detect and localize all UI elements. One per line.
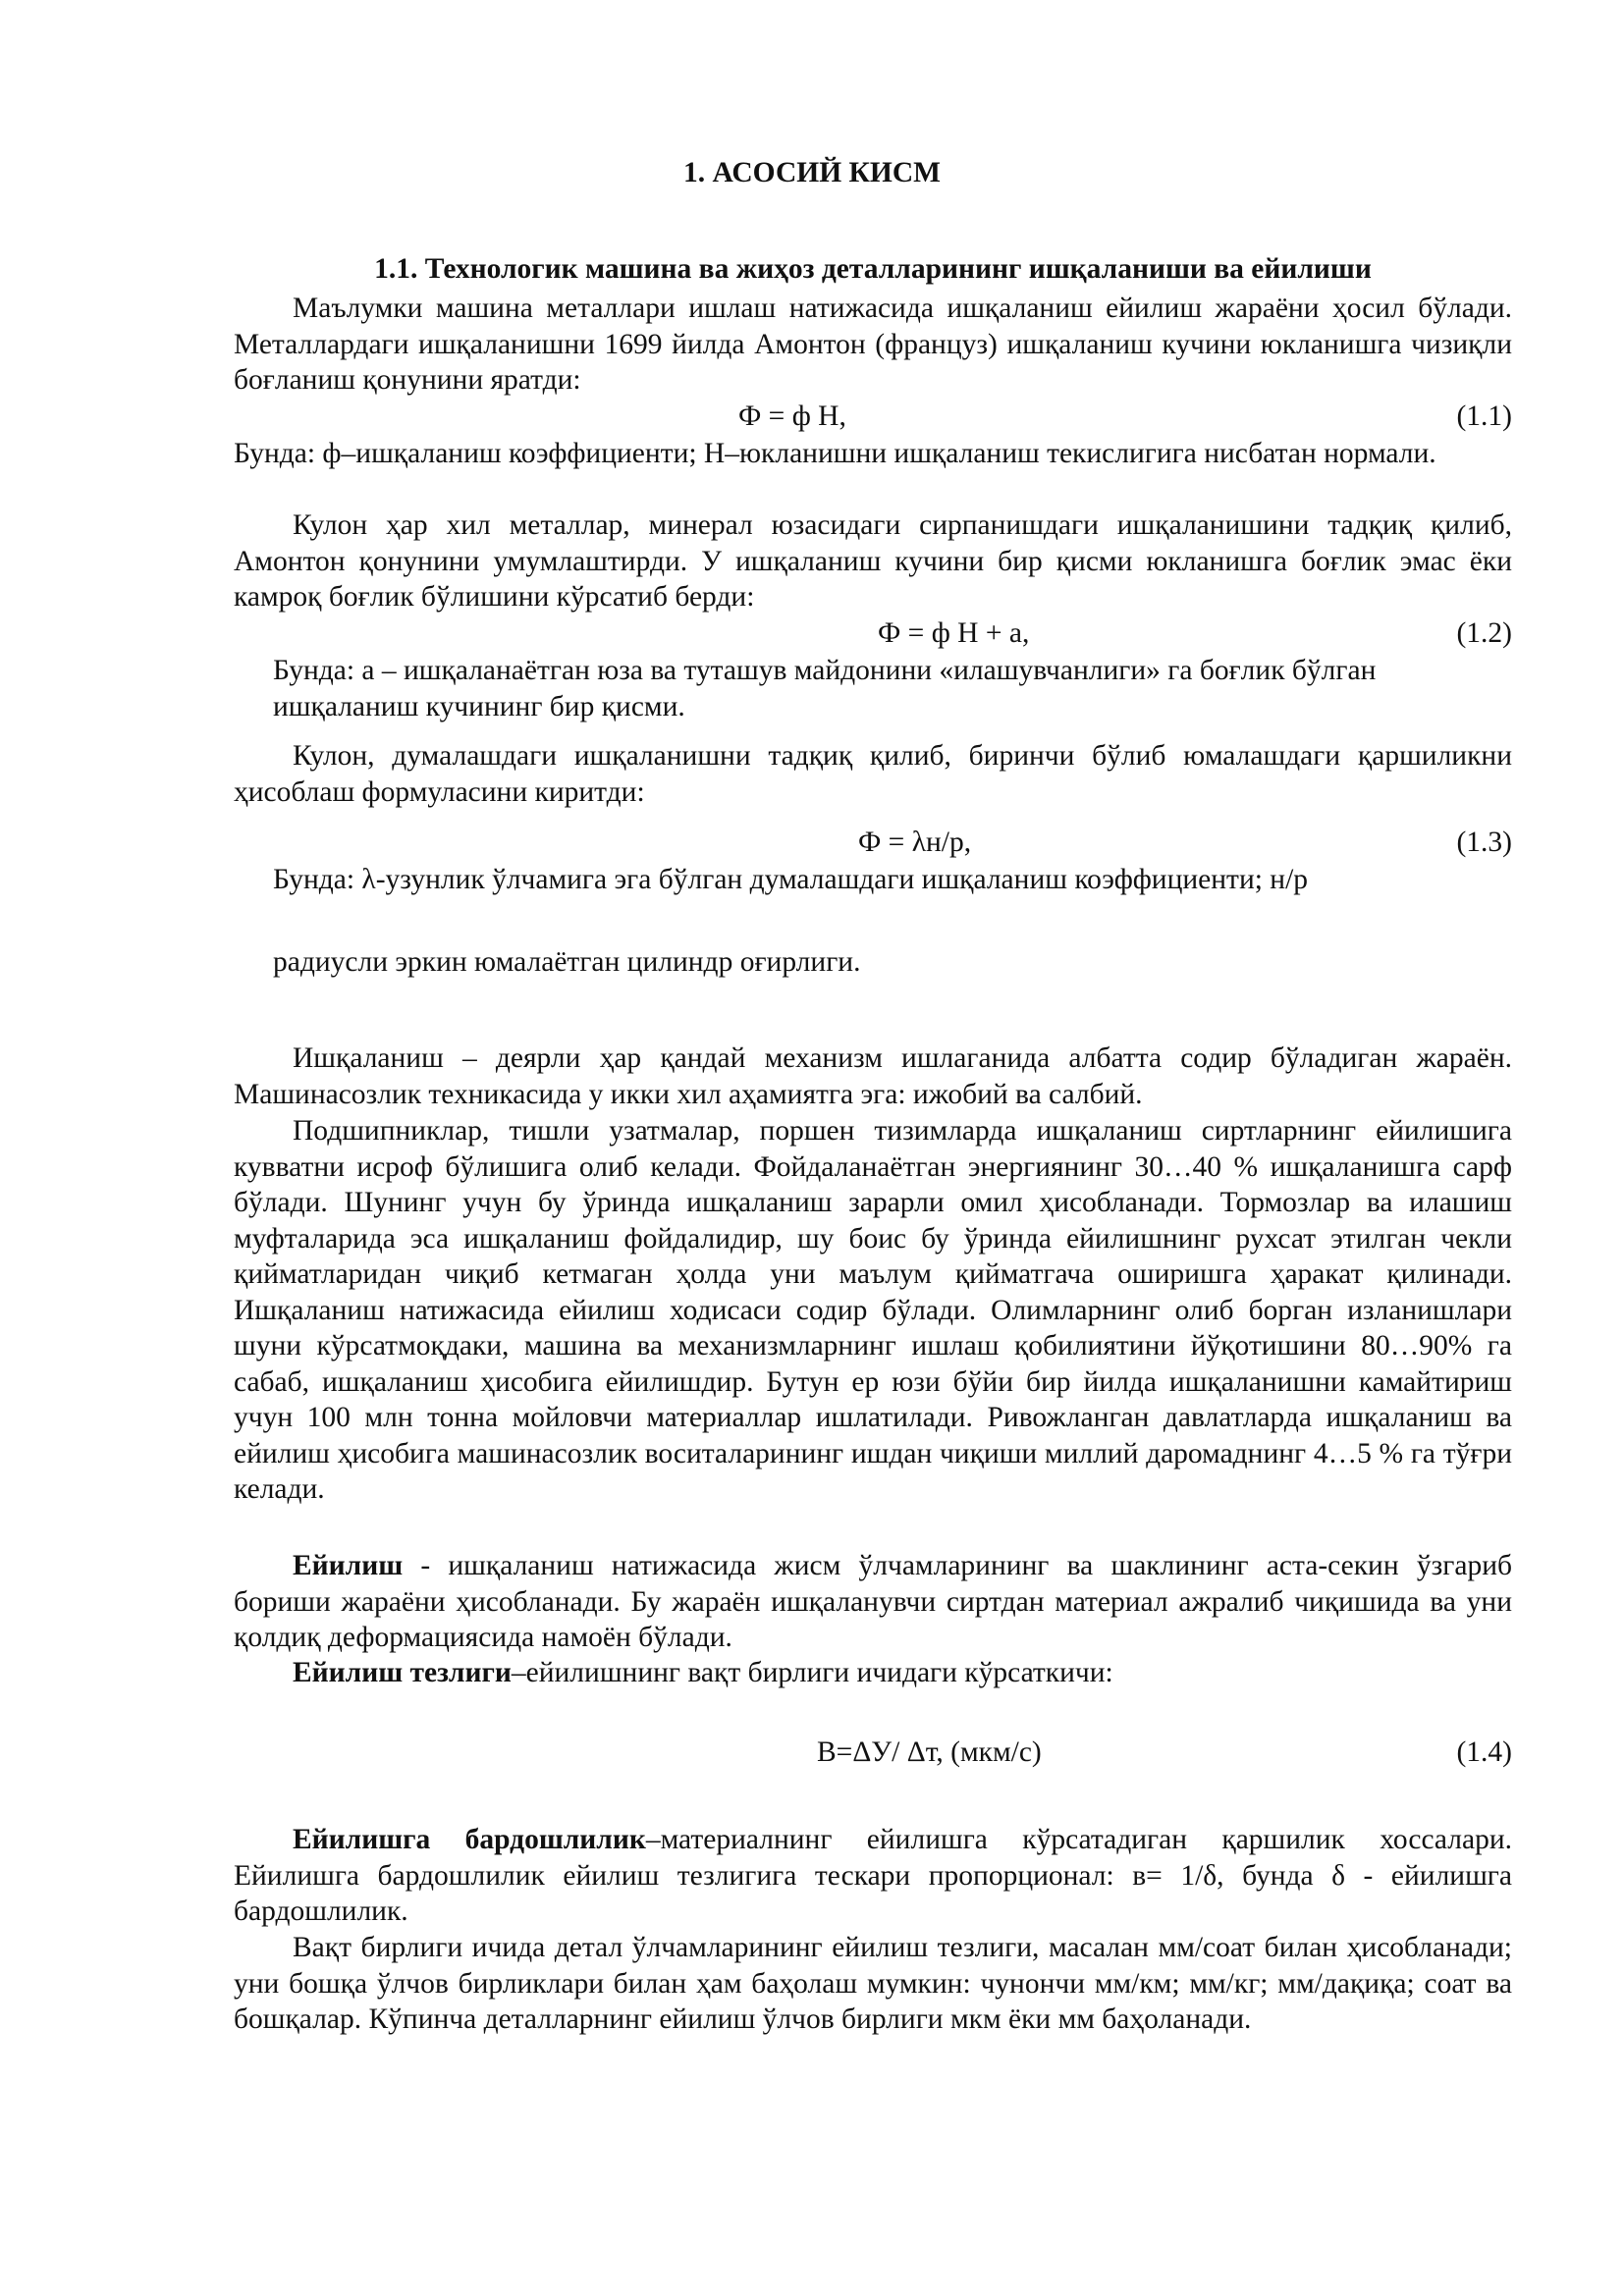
paragraph-8: Ишқаланиш – деярли ҳар қандай механизм ишлаганида албатта содир бўладиган жараён. Машинасозлик техникасида у икки хил аҳамиятга эга: ижобий ва салбий. xyxy=(234,1042,1512,1110)
paragraph-13: Вақт бирлиги ичида детал ўлчамларининг ейилиш тезлиги, масалан мм/соат билан ҳисобланади; уни бошқа ўлчов бирликлари билан ҳам баҳолаш мумкин: чунончи мм/км; мм/кг; мм/дақиқа; соат ва бошқалар. Кўпинча деталларнинг ейилиш ўлчов бирлиги мкм ёки мм баҳоланади. xyxy=(234,1932,1512,2035)
equation-formula: Ф = ф Н + а, xyxy=(878,617,1030,649)
definition-text: - ишқаланиш натижасида жисм ўлчамларининг ва шаклининг аста-секин ўзгариб бориши жараёни ҳисобланади. Бу жараён ишқаланувчи сиртдан материал ажралиб чиқишида ва уни қолдиқ деформациясида намоён бўлади. xyxy=(234,1550,1512,1653)
paragraph-12 xyxy=(234,1822,1512,1930)
equation-formula: Ф = ф Н, xyxy=(738,400,846,432)
paragraph-6: Бунда: λ-узунлик ўлчамига эга бўлган думалашдаги ишқаланиш коэффициенти; н/р xyxy=(273,864,1309,895)
term-wear-resistance: Ейилишга бардошлилик xyxy=(293,1824,646,1855)
equation-formula: Ф = λн/р, xyxy=(858,827,972,858)
paragraph-11 xyxy=(234,1655,1512,1691)
equation-number: (1.4) xyxy=(1456,1736,1512,1768)
term-wear: Ейилиш xyxy=(293,1550,404,1581)
equation-1-2 xyxy=(234,615,1512,651)
paragraph-10 xyxy=(234,1548,1512,1656)
section-title: 1.1. Технологик машина ва жиҳоз деталларининг ишқаланиши ва ейилиши xyxy=(374,253,1372,285)
paragraph-2: Бунда: ф–ишқаланиш коэффициенти; Н–юкланишни ишқаланиш текислигига нисбатан нормали. xyxy=(234,438,1436,469)
paragraph-1: Маълумки машина металлари ишлаш натижасида ишқаланиш ейилиш жараёни ҳосил бўлади. Металлардаги ишқаланишни 1699 йилда Амонтон (француз) ишқаланиш кучини юкланишга чизиқли боғланиш қонунини яратди: xyxy=(234,293,1512,396)
definition-text: –ейилишнинг вақт бирлиги ичидаги кўрсаткичи: xyxy=(511,1657,1113,1688)
paragraph-9: Подшипниклар, тишли узатмалар, поршен тизимларда ишқаланиш сиртларнинг ейилишига кувватни исроф бўлишига олиб келади. Фойдаланаётган энергиянинг 30…40 % ишқаланишга сарф бўлади. Шунинг учун бу ўринда ишқаланиш зарарли омил ҳисобланади. Тормозлар ва илашиш муфталарида эса ишқаланиш фойдалидир, шу боис бу ўринда ейилишнинг рухсат этилган чекли қийматларидан чиқиб кетмаган ҳолда уни маълум қийматгача оширишга ҳаракат қилинади. Ишқаланиш натижасида ейилиш ходисаси содир бўлади. Олимларнинг олиб борган изланишлари шуни кўрсатмоқдаки, машина ва механизмларнинг ишлаш қобилиятини йўқотишини 80…90% га сабаб, ишқаланиш ҳисобига ейилишдир. Бутун ер юзи бўйи бир йилда ишқаланишни камайтириш учун 100 млн тонна мойловчи материаллар ишлатилади. Ривожланган давлатларда ишқаланиш ва ейилиш ҳисобига машинасозлик воситаларининг ишдан чиқиши миллий даромаднинг 4…5 % га тўғри келади. xyxy=(234,1115,1512,1505)
equation-1-3 xyxy=(234,825,1512,860)
equation-number: (1.1) xyxy=(1456,400,1512,432)
paragraph-4: Бунда: а – ишқаланаётган юза ва туташув майдонини «илашувчанлиги» га боғлик бўлган ишқаланиш кучининг бир қисми. xyxy=(273,655,1377,722)
definition-text: –материалнинг ейилишга кўрсатадиган қаршилик хоссалари. Ейилишга бардошлилик ейилиш тезлигига тескари пропорционал: в= 1/δ, бунда δ - ейилишга бардошлилик. xyxy=(234,1824,1512,1927)
equation-number: (1.2) xyxy=(1456,617,1512,649)
equation-number: (1.3) xyxy=(1456,827,1512,858)
paragraph-7: радиусли эркин юмалаётган цилиндр оғирлиги. xyxy=(273,946,861,978)
equation-1-4 xyxy=(234,1735,1512,1770)
term-wear-rate: Ейилиш тезлиги xyxy=(293,1657,512,1688)
equation-formula: В=ΔУ/ Δт, (мкм/с) xyxy=(817,1736,1042,1768)
paragraph-5: Кулон, думалашдаги ишқаланишни тадқиқ қилиб, биринчи бўлиб юмалашдаги қаршиликни ҳисоблаш формуласини киритди: xyxy=(234,740,1512,808)
chapter-title: 1. АСОСИЙ КИСМ xyxy=(683,157,941,188)
paragraph-3: Кулон ҳар хил металлар, минерал юзасидаги сирпанишдаги ишқаланишини тадқиқ қилиб, Амонтон қонунини умумлаштирди. У ишқаланиш кучини бир қисми юкланишга боғлик эмас ёки камроқ боғлик бўлишини кўрсатиб берди: xyxy=(234,509,1512,613)
equation-1-1 xyxy=(234,399,1512,434)
